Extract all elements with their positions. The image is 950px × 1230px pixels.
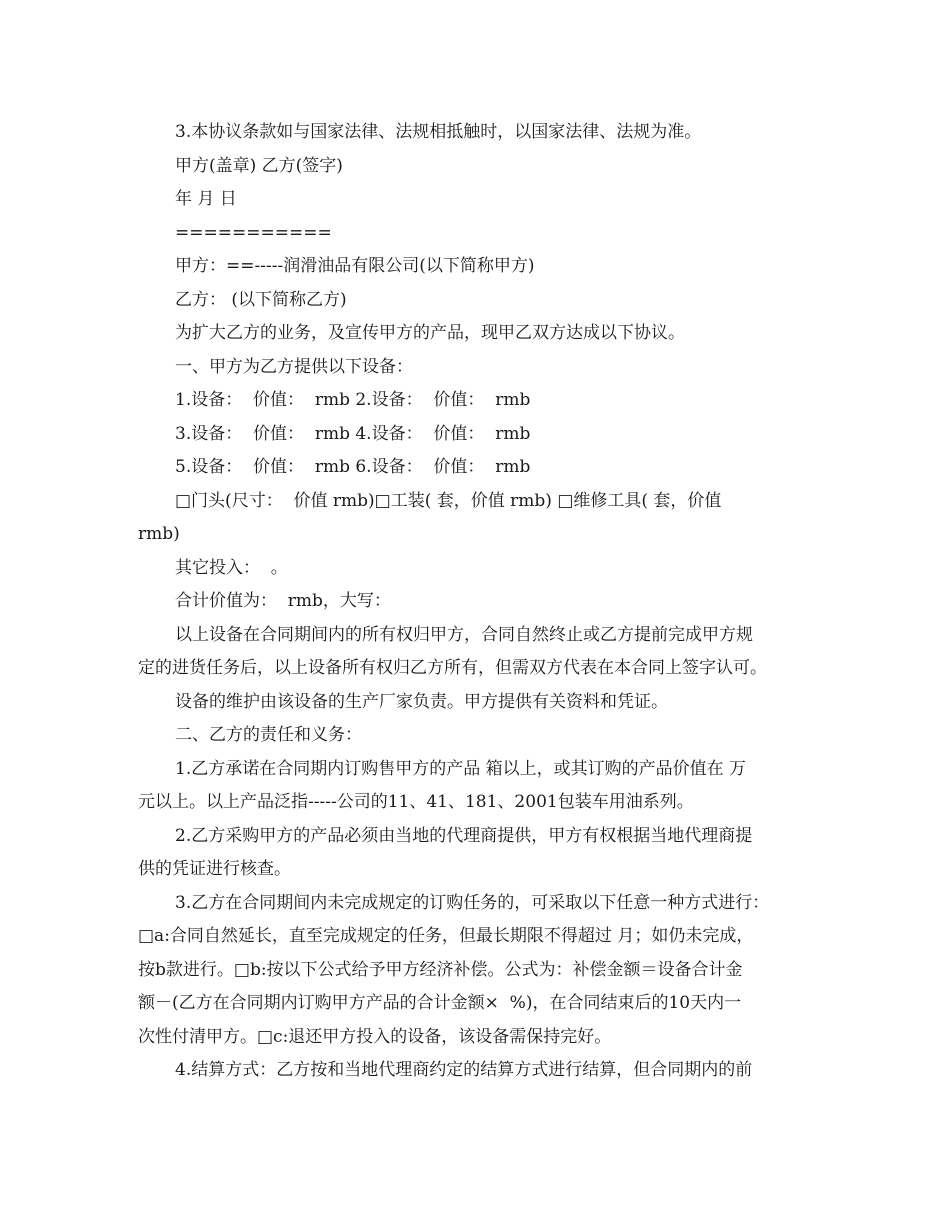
text-line: 以上设备在合同期间内的所有权归甲方，合同自然终止或乙方提前完成甲方规 bbox=[175, 624, 753, 645]
text-line: □门头(尺寸： 价值 rmb)□工装( 套，价值 rmb) □维修工具( 套，价值 bbox=[175, 490, 722, 511]
text-line: 供的凭证进行核查。 bbox=[138, 859, 291, 879]
text-line: 其它投入： 。 bbox=[175, 557, 288, 578]
text-line: 次性付清甲方。□c:退还甲方投入的设备，该设备需保持完好。 bbox=[138, 1026, 612, 1047]
text-line: 4.结算方式：乙方按和当地代理商约定的结算方式进行结算，但合同期内的前 bbox=[175, 1060, 753, 1080]
separator-line: =========== bbox=[175, 222, 332, 243]
section-heading: 一、甲方为乙方提供以下设备： bbox=[175, 356, 413, 377]
text-line: 3.设备： 价值： rmb 4.设备： 价值： rmb bbox=[175, 423, 531, 444]
text-line: □a:合同自然延长，直至完成规定的任务，但最长期限不得超过 月；如仍未完成， bbox=[138, 926, 754, 946]
text-line: 甲方：==-----润滑油品有限公司(以下简称甲方) bbox=[175, 256, 535, 276]
text-line: 年 月 日 bbox=[175, 189, 237, 209]
text-line: 按b款进行。□b:按以下公式给予甲方经济补偿。公式为：补偿金额＝设备合计金 bbox=[138, 959, 743, 980]
text-line: 甲方(盖章) 乙方(签字) bbox=[175, 155, 343, 176]
text-line: 1.设备： 价值： rmb 2.设备： 价值： rmb bbox=[175, 390, 531, 410]
text-line: 5.设备： 价值： rmb 6.设备： 价值： rmb bbox=[175, 457, 531, 477]
text-line: 合计价值为： rmb，大写： bbox=[175, 591, 391, 611]
text-line: 定的进货任务后，以上设备所有权归乙方所有，但需双方代表在本合同上签字认可。 bbox=[138, 658, 767, 678]
text-line: 3.乙方在合同期间内未完成规定的订购任务的，可采取以下任意一种方式进行： bbox=[175, 892, 770, 913]
text-line: 2.乙方采购甲方的产品必须由当地的代理商提供，甲方有权根据当地代理商提 bbox=[175, 825, 753, 846]
document-body bbox=[138, 116, 818, 1088]
text-line: 1.乙方承诺在合同期内订购售甲方的产品 箱以上，或其订购的产品价值在 万 bbox=[175, 758, 747, 779]
section-heading: 二、乙方的责任和义务： bbox=[175, 725, 362, 745]
text-line: 元以上。以上产品泛指-----公司的11、41、181、2001包装车用油系列。 bbox=[138, 792, 694, 812]
text-line: 为扩大乙方的业务，及宣传甲方的产品，现甲乙双方达成以下协议。 bbox=[175, 323, 685, 343]
text-line: 3.本协议条款如与国家法律、法规相抵触时，以国家法律、法规为准。 bbox=[175, 122, 702, 142]
text-line: rmb) bbox=[138, 524, 180, 544]
text-line: 乙方： (以下简称乙方) bbox=[175, 289, 347, 310]
text-line: 设备的维护由该设备的生产厂家负责。甲方提供有关资料和凭证。 bbox=[175, 691, 668, 712]
text-line: 额－(乙方在合同期内订购甲方产品的合计金额× %)，在合同结束后的10天内一 bbox=[138, 993, 742, 1013]
